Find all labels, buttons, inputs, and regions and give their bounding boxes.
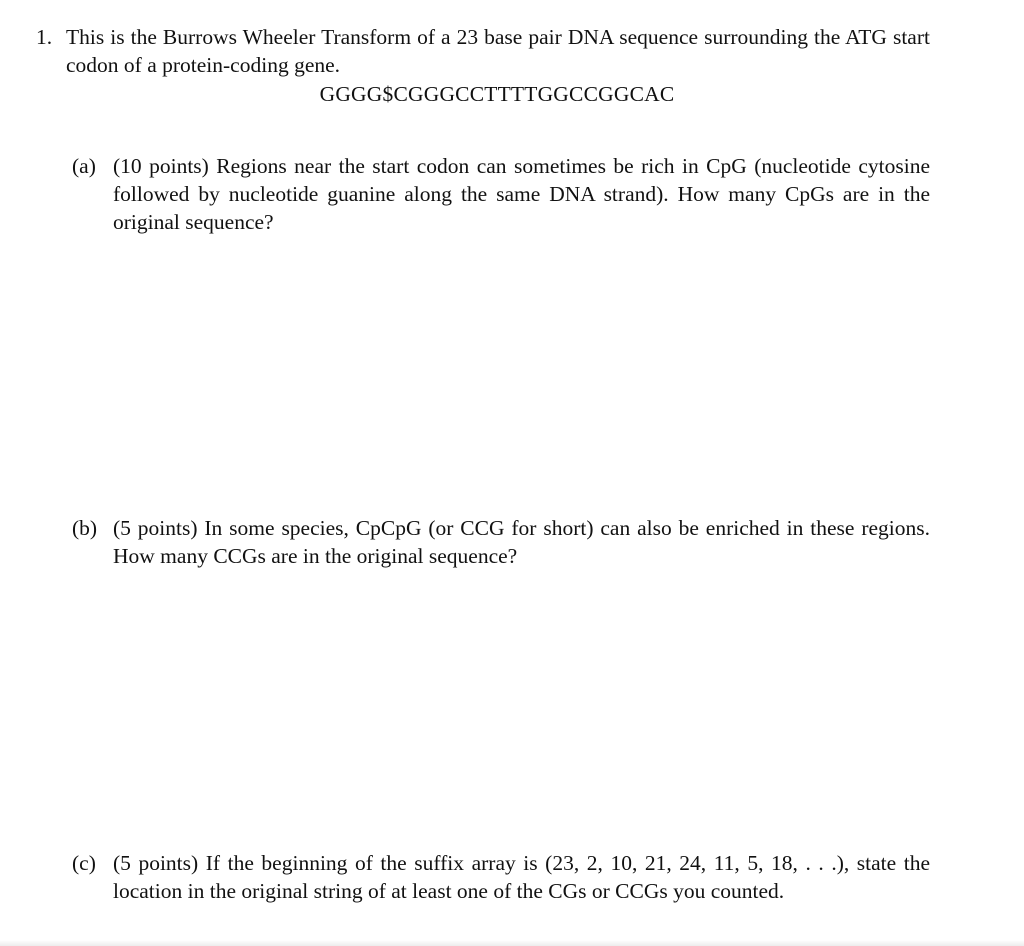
part-b-label: (b) [72,516,98,540]
problem-number: 1. [36,25,53,49]
part-a-text: (10 points) Regions near the start codon can sometimes be rich in CpG (nucleotide cytosine followed by nucleotide guanine along the same DNA strand). How many CpGs are in the original sequence? [113,154,930,234]
part-a-label: (a) [72,154,96,178]
page-bottom-edge [0,940,1024,946]
bwt-sequence: GGGG$CGGGCCTTTTGGCCGGCAC [319,82,675,106]
part-b-text: (5 points) In some species, CpCpG (or CCG for short) can also be enriched in these regions. How many CCGs are in the original sequence? [113,516,930,568]
problem-stem: This is the Burrows Wheeler Transform of a 23 base pair DNA sequence surrounding the ATG start codon of a protein-coding gene. [66,25,930,77]
part-c-label: (c) [72,851,96,875]
part-c-text: (5 points) If the beginning of the suffix array is (23, 2, 10, 21, 24, 11, 5, 18, . . .), state the location in the original string of at least one of the CGs or CCGs you counted. [113,851,930,903]
